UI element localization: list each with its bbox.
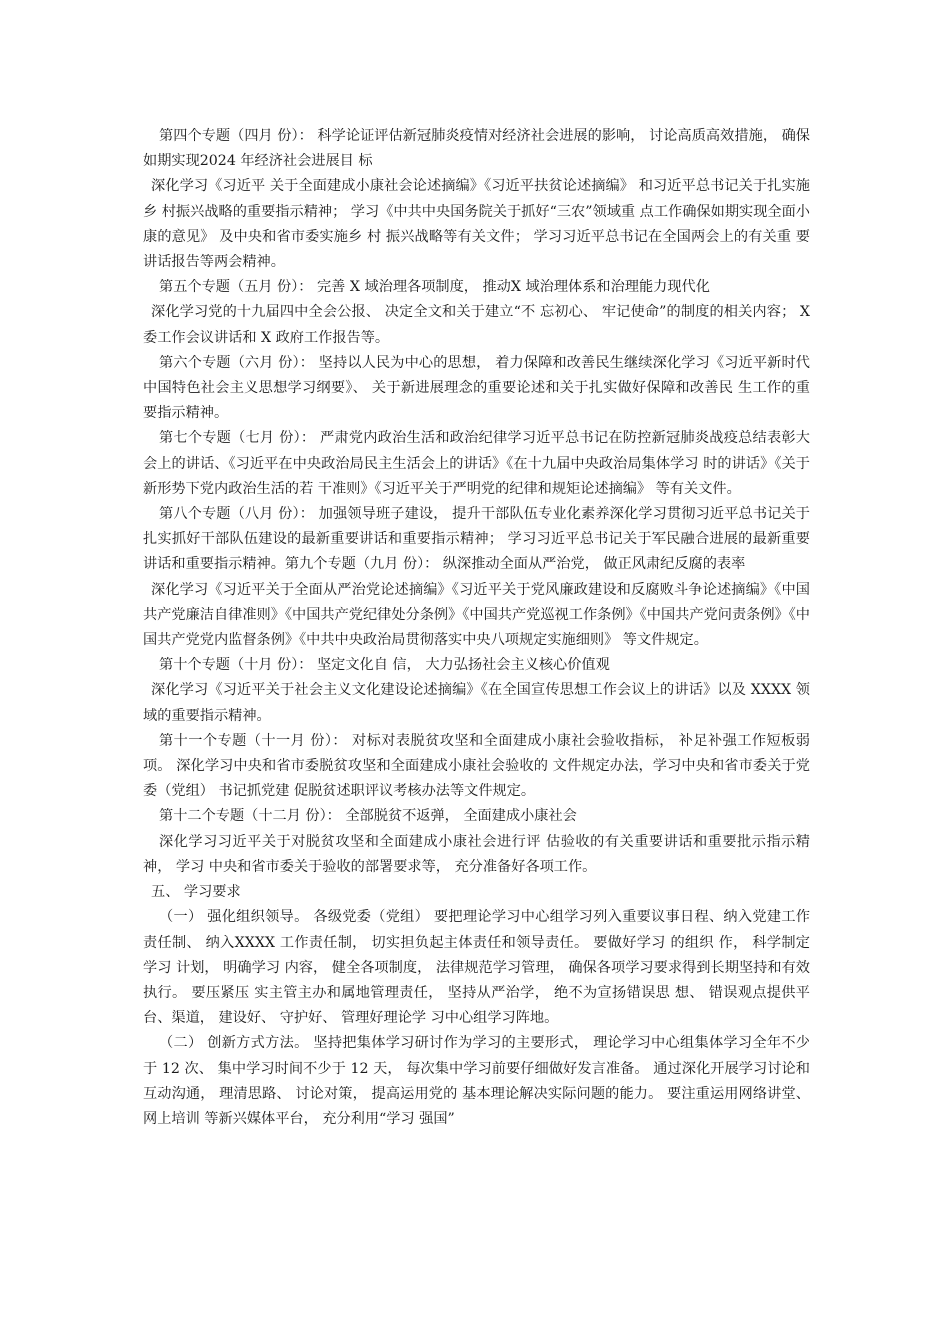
- paragraph-topic-5: 第五个专题（五月 份）： 完善 X 域治理各项制度， 推动X 域治理体系和治理能力现代化: [159, 279, 710, 296]
- document-body: [143, 124, 810, 1132]
- paragraph-topic-10: 第十个专题（十月 份）： 坚定文化自 信， 大力弘扬社会主义核心价值观: [159, 657, 610, 674]
- section-heading-requirements: 五、 学习要求: [151, 884, 241, 901]
- paragraph-topic-7: 第七个专题（七月 份）： 严肃党内政治生活和政治纪律学习近平总书记在防控新冠肺炎战疫总结表彰大会上的讲话、《习近平在中央政治局民主生活会上的讲话》《在十九届中央政治局集体学习 时的讲话》《关于新形势下党内政治生活的若 干准则》《习近平关于严明党的纪律和规矩论述摘编》 等有关文件。: [143, 430, 810, 497]
- paragraph-topic-4: 第四个专题（四月 份）： 科学论证评估新冠肺炎疫情对经济社会进展的影响， 讨论高质高效措施， 确保如期实现2024 年经济社会进展目 标: [143, 128, 810, 170]
- paragraph-topic-5-detail: 深化学习党的十九届四中全会公报、 决定全文和关于建立“不 忘初心、 牢记使命”的制度的相关内容； X 委工作会议讲话和 X 政府工作报告等。: [143, 304, 810, 346]
- paragraph-requirement-1: （一） 强化组织领导。 各级党委（党组） 要把理论学习中心组学习列入重要议事日程、纳入党建工作责任制、 纳入XXXX 工作责任制， 切实担负起主体责任和领导责任。 要做好学习 的组织 作， 科学制定学习 计划， 明确学习 内容， 健全各项制度， 法律规范学习管理， 确保各项学习要求得到长期坚持和有效执行。 要压紧压 实主管主办和属地管理责任， 坚持从严治学， 绝不为宣扬错误思 想、 错误观点提供平台、渠道， 建设好、 守护好、 管理好理论学 习中心组学习阵地。: [143, 909, 810, 1027]
- paragraph-topic-8-9: 第八个专题（八月 份）： 加强领导班子建设， 提升干部队伍专业化素养深化学习贯彻习近平总书记关于扎实抓好干部队伍建设的最新重要讲话和重要指示精神； 学习习近平总书记关于军民融合进展的最新重要讲话和重要指示精神。第九个专题（九月 份）： 纵深推动全面从严治党， 做正风肃纪反腐的表率: [143, 506, 810, 573]
- paragraph-topic-4-detail: 深化学习《习近平 关于全面建成小康社会论述摘编》《习近平扶贫论述摘编》 和习近平总书记关于扎实施乡 村振兴战略的重要指示精神； 学习《中共中央国务院关于抓好“三农”领域重 点工作确保如期实现全面小康的意见》 及中央和省市委实施乡 村 振兴战略等有关文件； 学习习近平总书记在全国两会上的有关重 要讲话报告等两会精神。: [143, 178, 810, 271]
- paragraph-topic-9-detail: 深化学习《习近平关于全面从严治党论述摘编》《习近平关于党风廉政建设和反腐败斗争论述摘编》《中国共产党廉洁自律准则》《中国共产党纪律处分条例》《中国共产党巡视工作条例》《中国共产党问责条例》《中国共产党党内监督条例》《中共中央政治局贯彻落实中央八项规定实施细则》 等文件规定。: [143, 581, 810, 649]
- paragraph-topic-6: 第六个专题（六月 份）： 坚持以人民为中心的思想， 着力保障和改善民生继续深化学习《习近平新时代中国特色社会主义思想学习纲要》、 关于新进展理念的重要论述和关于扎实做好保障和改善民 生工作的重要指示精神。: [143, 354, 810, 422]
- paragraph-topic-12-detail: 深化学习习近平关于对脱贫攻坚和全面建成小康社会进行评 估验收的有关重要讲话和重要批示指示精神， 学习 中央和省市委关于验收的部署要求等， 充分准备好各项工作。: [143, 833, 810, 875]
- paragraph-requirement-2: （二） 创新方式方法。 坚持把集体学习研讨作为学习的主要形式， 理论学习中心组集体学习全年不少于 12 次、 集中学习时间不少于 12 天， 每次集中学习前要仔细做好发言准备。 通过深化开展学习讨论和互动沟通， 理清思路、 讨论对策， 提高运用党的 基本理论解决实际问题的能力。 要注重运用网络讲堂、 网上培训 等新兴媒体平台， 充分利用“学习 强国”: [143, 1035, 810, 1127]
- paragraph-topic-10-detail: 深化学习《习近平关于社会主义文化建设论述摘编》《在全国宣传思想工作会议上的讲话》以及 XXXX 领域的重要指示精神。: [143, 682, 810, 724]
- paragraph-topic-12: 第十二个专题（十二月 份）： 全部脱贫不返弹， 全面建成小康社会: [159, 808, 577, 825]
- paragraph-topic-11: 第十一个专题（十一月 份）： 对标对表脱贫攻坚和全面建成小康社会验收指标， 补足补强工作短板弱项。 深化学习中央和省市委脱贫攻坚和全面建成小康社会验收的 文件规定办法，学习中央和省市委关于党委（党组） 书记抓党建 促脱贫述职评议考核办法等文件规定。: [143, 732, 810, 800]
